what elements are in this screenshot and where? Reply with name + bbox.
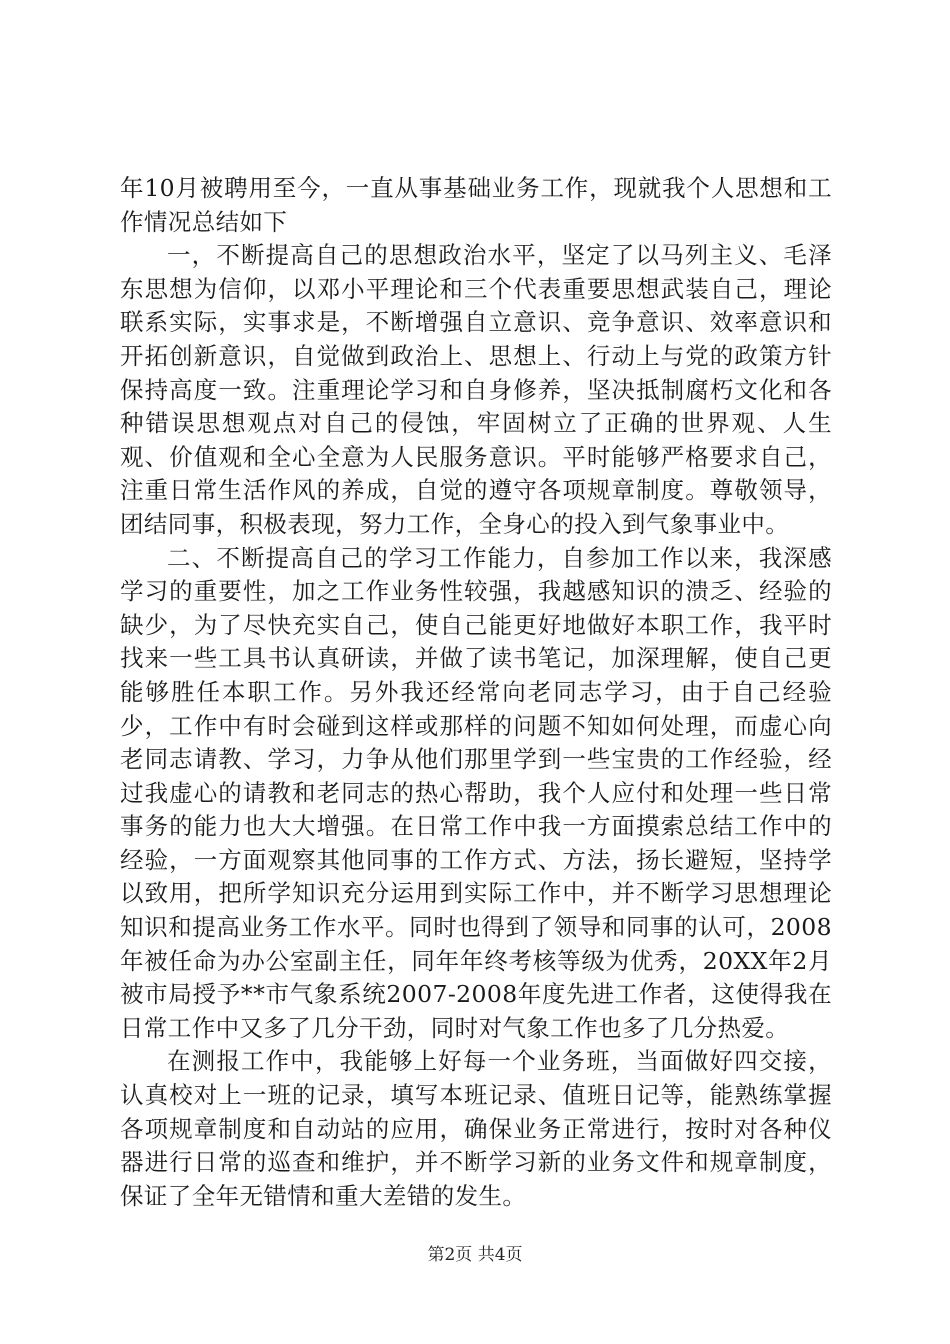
paragraph-continuation: 年10月被聘用至今，一直从事基础业务工作，现就我个人思想和工作情况总结如下: [120, 174, 832, 236]
paragraph-section-two: 二、不断提高自己的学习工作能力，自参加工作以来，我深感学习的重要性，加之工作业务性较强，我越感知识的溃乏、经验的缺少，为了尽快充实自己，使自己能更好地做好本职工作，我平时找来一些工具书认真研读，并做了读书笔记，加深理解，使自己更能够胜任本职工作。另外我还经常向老同志学习，由于自己经验少，工作中有时会碰到这样或那样的问题不知如何处理，而虚心向老同志请教、学习，力争从他们那里学到一些宝贵的工作经验，经过我虚心的请教和老同志的热心帮助，我个人应付和处理一些日常事务的能力也大大增强。在日常工作中我一方面摸索总结工作中的经验，一方面观察其他同事的工作方式、方法，扬长避短，坚持学以致用，把所学知识充分运用到实际工作中，并不断学习思想理论知识和提高业务工作水平。同时也得到了领导和同事的认可，2008年被任命为办公室副主任，同年年终考核等级为优秀，20XX年2月被市局授予**市气象系统2007-2008年度先进工作者，这使得我在日常工作中又多了几分干劲，同时对气象工作也多了几分热爱。: [120, 543, 832, 1042]
paragraph-observation-work: 在测报工作中，我能够上好每一个业务班，当面做好四交接，认真校对上一班的记录，填写本班记录、值班日记等，能熟练掌握各项规章制度和自动站的应用，确保业务正常进行，按时对各种仪器进行日常的巡查和维护，并不断学习新的业务文件和规章制度，保证了全年无错情和重大差错的发生。: [120, 1047, 832, 1210]
paragraph-section-one: 一，不断提高自己的思想政治水平，坚定了以马列主义、毛泽东思想为信仰，以邓小平理论和三个代表重要思想武装自己，理论联系实际，实事求是，不断增强自立意识、竞争意识、效率意识和开拓创新意识，自觉做到政治上、思想上、行动上与党的政策方针保持高度一致。注重理论学习和自身修养，坚决抵制腐朽文化和各种错误思想观点对自己的侵蚀，牢固树立了正确的世界观、人生观、价值观和全心全意为人民服务意识。平时能够严格要求自己，注重日常生活作风的养成，自觉的遵守各项规章制度。尊敬领导，团结同事，积极表现，努力工作，全身心的投入到气象事业中。: [120, 241, 832, 538]
document-body: [120, 172, 832, 1213]
page-number-footer: 第2页 共4页: [427, 1245, 523, 1265]
